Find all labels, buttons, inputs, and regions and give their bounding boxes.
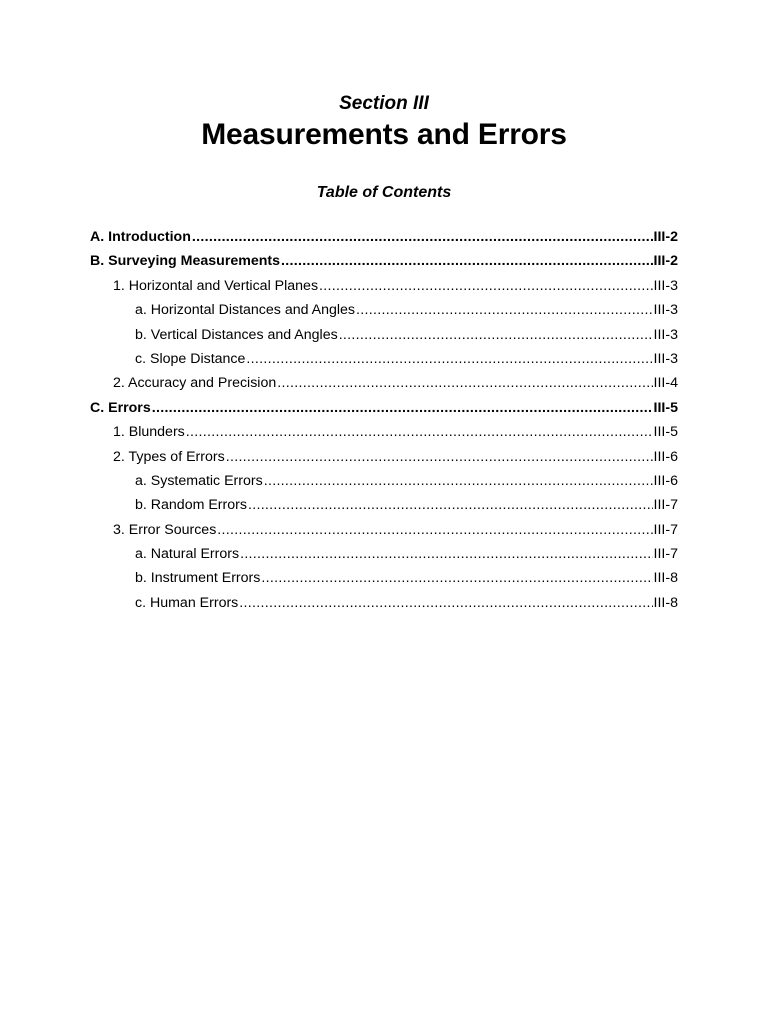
toc-entry-page: III-3 (653, 277, 678, 294)
toc-entry-page: III-8 (653, 570, 678, 587)
toc-dot-leader (356, 299, 653, 321)
toc-entry-page: III-3 (653, 302, 678, 319)
toc-entry-label: 2. Accuracy and Precision (113, 375, 277, 392)
toc-entry-page: III-7 (653, 521, 678, 538)
toc-dot-leader (152, 397, 653, 419)
toc-dot-leader (277, 372, 652, 394)
toc-entry-error-sources[interactable] (90, 519, 678, 543)
toc-entry-instrument-errors[interactable] (90, 567, 678, 591)
toc-entry-page: III-5 (653, 399, 678, 416)
toc-entry-types-of-errors[interactable] (90, 446, 678, 470)
toc-entry-blunders[interactable] (90, 421, 678, 445)
toc-dot-leader (226, 446, 653, 468)
toc-dot-leader (339, 324, 653, 346)
toc-entry-page: III-8 (653, 594, 678, 611)
toc-dot-leader (186, 421, 653, 443)
toc-entry-page: III-3 (653, 326, 678, 343)
toc-dot-leader (192, 226, 653, 248)
toc-entry-label: 1. Horizontal and Vertical Planes (113, 277, 319, 294)
toc-entry-label: b. Random Errors (135, 497, 247, 514)
toc-entry-slope-distance[interactable] (90, 348, 678, 372)
toc-entry-accuracy-precision[interactable] (90, 372, 678, 396)
toc-entry-label: 3. Error Sources (113, 521, 217, 538)
toc-entry-vertical-distances-angles[interactable] (90, 324, 678, 348)
toc-dot-leader (281, 250, 653, 272)
toc-entry-surveying-measurements[interactable] (90, 250, 678, 274)
toc-entry-page: III-6 (653, 472, 678, 489)
toc-dot-leader (261, 567, 652, 589)
section-label: Section III (339, 93, 429, 114)
page-title: Measurements and Errors (201, 118, 567, 151)
table-of-contents (90, 226, 678, 616)
toc-entry-page: III-6 (653, 448, 678, 465)
toc-entry-page: III-4 (653, 375, 678, 392)
toc-entry-errors[interactable] (90, 397, 678, 421)
toc-entry-label: 2. Types of Errors (113, 448, 225, 465)
toc-entry-label: b. Vertical Distances and Angles (135, 326, 338, 343)
toc-entry-systematic-errors[interactable] (90, 470, 678, 494)
toc-dot-leader (240, 543, 652, 565)
toc-entry-horizontal-distances-angles[interactable] (90, 299, 678, 323)
toc-dot-leader (239, 592, 652, 614)
toc-entry-page: III-7 (653, 497, 678, 514)
toc-entry-label: a. Systematic Errors (135, 472, 263, 489)
toc-entry-page: III-5 (653, 424, 678, 441)
toc-entry-page: III-2 (653, 229, 678, 245)
toc-entry-random-errors[interactable] (90, 494, 678, 518)
toc-entry-natural-errors[interactable] (90, 543, 678, 567)
toc-entry-label: c. Slope Distance (135, 350, 246, 367)
toc-entry-label: a. Natural Errors (135, 546, 240, 563)
toc-dot-leader (217, 519, 652, 541)
toc-entry-page: III-7 (653, 546, 678, 563)
toc-heading: Table of Contents (316, 184, 452, 201)
toc-entry-label: A. Introduction (90, 229, 191, 245)
toc-entry-label: 1. Blunders (113, 424, 185, 441)
toc-entry-label: C. Errors (90, 399, 151, 416)
toc-dot-leader (319, 275, 653, 297)
toc-entry-human-errors[interactable] (90, 592, 678, 616)
toc-entry-introduction[interactable] (90, 226, 678, 250)
toc-entry-horizontal-vertical-planes[interactable] (90, 275, 678, 299)
toc-entry-page: III-3 (653, 350, 678, 367)
toc-entry-label: B. Surveying Measurements (90, 253, 281, 270)
toc-dot-leader (248, 494, 653, 516)
toc-dot-leader (264, 470, 653, 492)
toc-entry-label: b. Instrument Errors (135, 570, 261, 587)
toc-entry-label: a. Horizontal Distances and Angles (135, 302, 356, 319)
toc-entry-page: III-2 (653, 253, 678, 270)
toc-dot-leader (246, 348, 652, 370)
toc-entry-label: c. Human Errors (135, 594, 239, 611)
